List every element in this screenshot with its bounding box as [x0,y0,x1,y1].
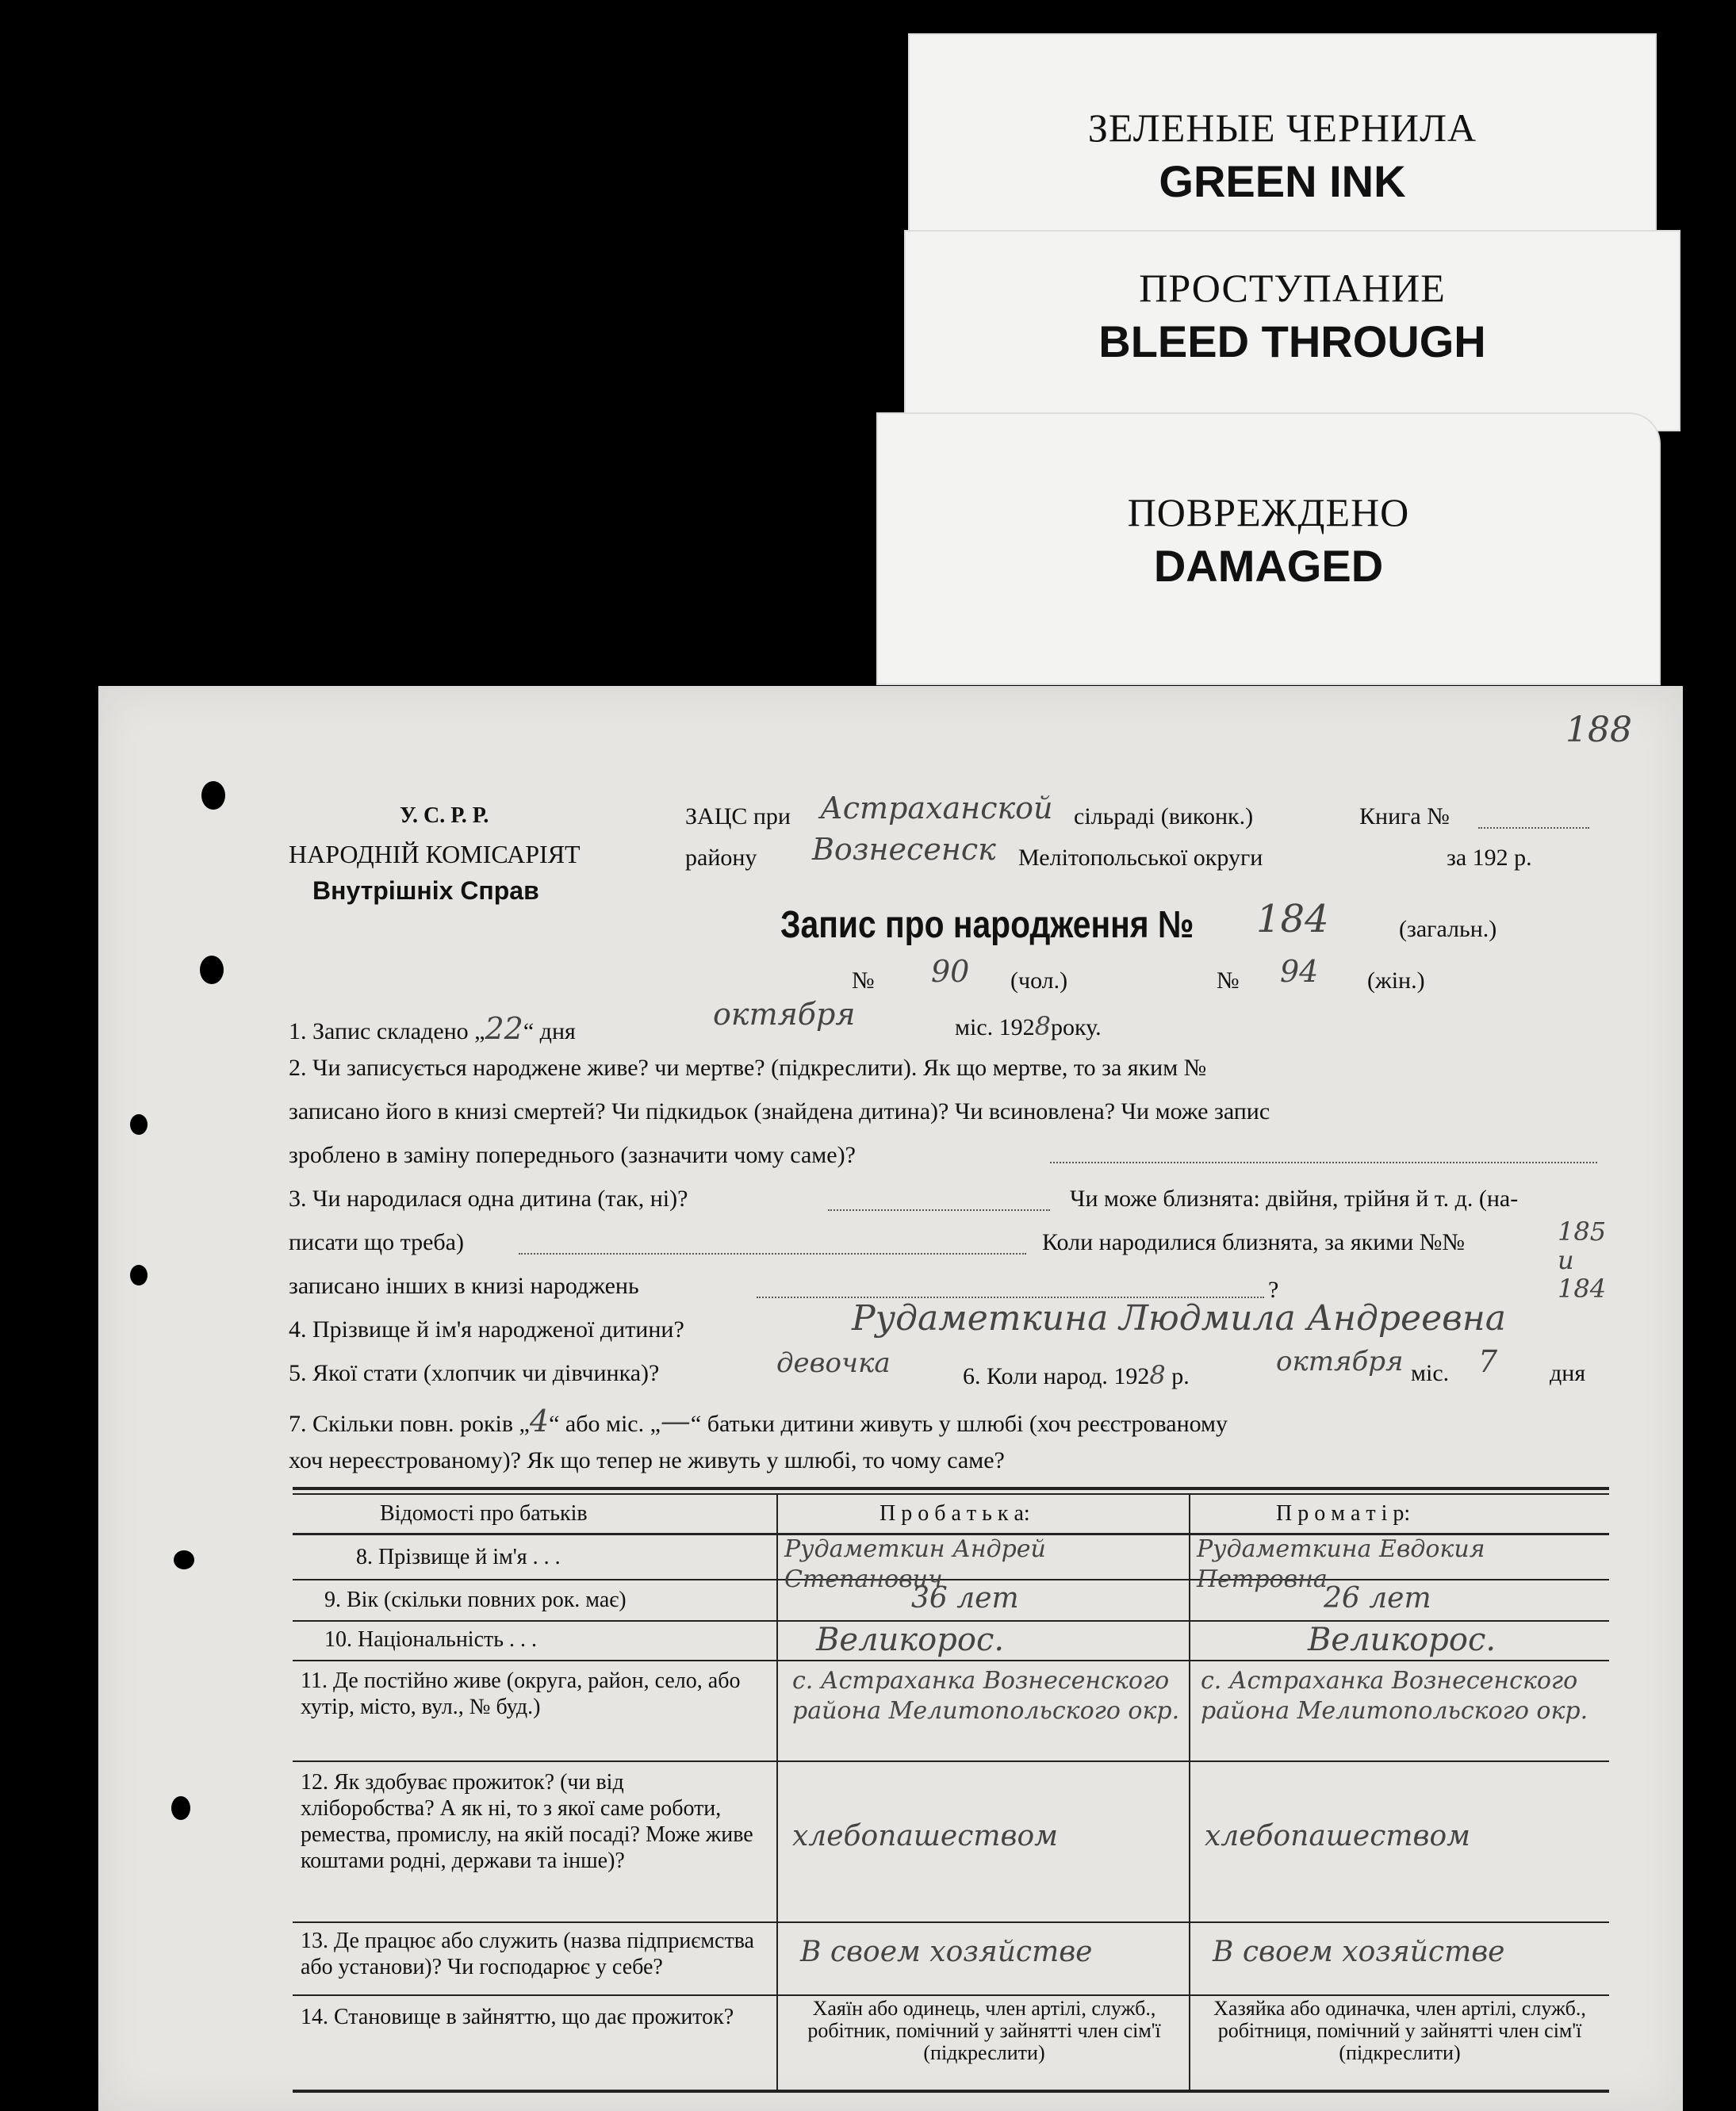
father-workplace: В своем хозяйстве [800,1936,1093,1968]
card-label-ru: ПРОСТУПАНИЕ [1139,266,1446,310]
child-name: Рудаметкина Людмила Андреевна [852,1298,1506,1339]
q7-text: “ або міс. „ [549,1411,661,1437]
damaged-card [876,412,1661,685]
q7-years: 4 [529,1404,550,1439]
q1-label [289,1011,576,1046]
mother-workplace: В своем хозяйстве [1213,1936,1505,1968]
q2-field [1050,1162,1597,1163]
q7-line2: хоч нереєстрованому)? Як що тепер не живуть у шлюбі, то чому саме? [289,1447,1005,1473]
page-number: 188 [1565,710,1632,750]
row-status-label: 14. Становище в зайняттю, що дає прожиток? [301,2005,734,2029]
female-label: (жін.) [1367,967,1425,994]
q1-day: 22 [485,1011,523,1046]
q6-text: р. [1171,1363,1190,1389]
q3-line1a: 3. Чи народилася одна дитина (так, ні)? [289,1186,688,1212]
district-label: району [685,845,757,871]
book-field [1478,827,1589,829]
q3-line3: записано інших в книзі народжень [289,1273,639,1299]
q1-text: міс. 192 [955,1014,1035,1040]
card-label-en: BLEED THROUGH [1098,316,1486,366]
q1-text: 1. Запис складено „ [289,1018,485,1044]
header-mother: П р о м а т і р: [1276,1501,1411,1526]
card-label-en: DAMAGED [1153,541,1384,591]
mother-residence: с. Астраханка Вознесенского района Мелитопольского окр. [1201,1667,1588,1725]
q3-line2b: Коли народилися близнята, за якими №№ [1042,1229,1466,1255]
parents-table [293,1487,1609,2098]
q3-line3-end: ? [1268,1277,1279,1303]
mother-status-options: Хазяйка або одиначка, член артілі, служб., робітниця, помічний у зайнятті член сім'ї (підкреслити) [1213,1997,1586,2064]
commissariat-header: НАРОДНІЙ КОМІСАРІЯТ [289,840,581,868]
district-value: Вознесенск [812,832,996,867]
q6-text: 6. Коли народ. 192 [963,1363,1150,1389]
row-workplace-label: 13. Де працює або служить (назва підприємства або установи)? Чи господарює у себе? [301,1929,754,1979]
male-number: 90 [931,954,970,989]
punch-hole [200,956,224,984]
row-nationality-label: 10. Національність . . . [324,1627,538,1652]
q3-field [828,1209,1050,1211]
punch-hole [171,1796,190,1820]
ussr-header: У. С. Р. Р. [400,803,489,828]
internal-affairs-header: Внутрішніх Справ [312,876,539,905]
q7-text: “ батьки дитини живуть у шлюбі (хоч реєстрованому [690,1411,1228,1437]
q2-line2: записано його в книзі смертей? Чи підкидьок (знайдена дитина)? Чи всиновлена? Чи може запис [289,1098,1270,1124]
row-surname-label: 8. Прізвище й ім'я . . . [356,1545,561,1569]
q4-label: 4. Прізвище й ім'я народженої дитини? [289,1316,684,1343]
birth-month: октября [1276,1346,1404,1377]
q3-field [519,1253,1026,1255]
father-residence: с. Астраханка Вознесенского района Мелитопольского окр. [792,1667,1180,1725]
q7-text: 7. Скільки повн. років „ [289,1411,530,1437]
mother-livelihood: хлебопашеством [1205,1820,1471,1852]
day-label: дня [1550,1360,1586,1386]
row-age-label: 9. Вік (скільки повних рок. має) [324,1588,627,1612]
bleed-through-card [904,230,1680,431]
female-number-label: № [1217,967,1240,994]
record-title: Запис про народження № [780,904,1194,946]
punch-hole [174,1550,194,1569]
q3-line2a: писати що треба) [289,1229,464,1255]
punch-hole [130,1265,148,1285]
q1-month: октября [713,997,856,1032]
village-council-label: сільраді (виконк.) [1074,803,1254,829]
header-father: П р о б а т ь к а: [879,1501,1030,1526]
okrug-label: Мелітопольської округи [1018,845,1263,871]
header-parents-info: Відомості про батьків [380,1501,588,1526]
row-livelihood-label: 12. Як здобуває прожиток? (чи від хліборобства? А як ні, то з якої саме роботи, ремества, промислу, на якій посаді? Може живе коштами родні, держави та інше)? [301,1770,753,1873]
village-value: Астраханской [820,791,1053,826]
book-label: Книга № [1359,803,1450,829]
month-label: міс. [1411,1360,1450,1386]
mother-nationality: Великорос. [1308,1622,1496,1658]
twins-numbers: 185 и 184 [1558,1216,1607,1304]
punch-hole [201,781,225,810]
male-label: (чол.) [1010,967,1068,994]
q3-line1b: Чи може близнята: двійня, трійня й т. д. (на- [1070,1186,1519,1212]
q1-year-label [955,1011,1102,1041]
q2-line3: зроблено в заміну попереднього (зазначити чому саме)? [289,1142,856,1168]
father-name: Рудаметкин Андрей Степанович [784,1535,1046,1593]
father-age: 36 лет [911,1582,1019,1615]
father-nationality: Великорос. [816,1622,1005,1658]
q2-line1: 2. Чи записується народжене живе? чи мертве? (підкреслити). Як що мертве, то за яким № [289,1055,1207,1081]
child-sex: девочка [776,1347,891,1379]
mother-name: Рудаметкина Евдокия Петровна [1197,1535,1485,1593]
male-number-label: № [852,967,875,994]
father-livelihood: хлебопашеством [792,1820,1059,1852]
zags-label: ЗАЦС при [685,803,791,829]
general-label: (загальн.) [1399,916,1497,942]
q1-text: “ дня [523,1018,576,1044]
card-label-ru: ЗЕЛЕНЫЕ ЧЕРНИЛА [1087,105,1477,150]
birth-record-document [98,686,1683,2111]
card-label-ru: ПОВРЕЖДЕНО [1127,490,1410,534]
q7-months: — [660,1404,691,1439]
record-number: 184 [1256,897,1329,941]
row-residence-label: 11. Де постійно живе (округа, район, село, або хутір, місто, вул., № буд.) [301,1668,741,1719]
q1-text: року. [1051,1014,1102,1040]
mother-age: 26 лет [1324,1582,1431,1615]
female-number: 94 [1280,954,1319,989]
q6-year: 8 [1149,1360,1166,1390]
q6-label [963,1360,1190,1390]
year-label: за 192 р. [1447,845,1532,871]
birth-day: 7 [1478,1344,1498,1379]
q5-label: 5. Якої стати (хлопчик чи дівчинка)? [289,1360,660,1386]
q7-label [289,1404,1228,1439]
father-status-options: Хаяїн або одинець, член артілі, служб., робітник, помічний у зайнятті член сім'ї (підкреслити) [807,1997,1161,2064]
q1-year: 8 [1034,1011,1051,1041]
punch-hole [130,1114,148,1135]
card-label-en: GREEN INK [1159,156,1406,206]
